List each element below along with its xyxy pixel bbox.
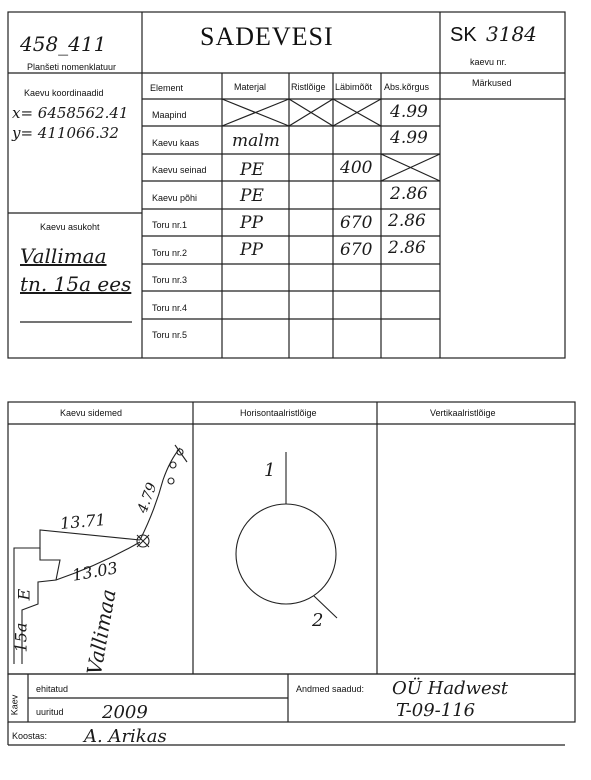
sheet-value: 458_411 xyxy=(20,32,107,56)
well-number-label: kaevu nr. xyxy=(470,57,507,67)
well-number: 3184 xyxy=(486,22,537,46)
location-label: Kaevu asukoht xyxy=(40,222,100,232)
cell-diameter: 400 xyxy=(340,158,373,178)
row-element: Toru nr.3 xyxy=(152,275,188,285)
cell-abs: 2.86 xyxy=(390,184,428,204)
row-element: Toru nr.5 xyxy=(152,330,188,340)
cell-abs: 4.99 xyxy=(390,128,428,148)
header-remarks: Märkused xyxy=(472,78,512,88)
horizontal-section-header: Horisontaalristlõige xyxy=(240,408,317,418)
header-material: Materjal xyxy=(234,82,267,92)
cell-abs: 2.86 xyxy=(388,211,426,231)
document-title: SADEVESI xyxy=(200,22,334,51)
pipe-label: 1 xyxy=(264,460,276,481)
coord-x: x= 6458562.41 xyxy=(12,104,129,122)
header-abs-height: Abs.kõrgus xyxy=(384,82,430,92)
made-by-label: Koostas: xyxy=(12,731,48,741)
building-letter: E xyxy=(14,588,34,601)
row-element: Kaevu kaas xyxy=(152,138,200,148)
cell-material: PP xyxy=(240,240,263,260)
header-cross-section: Ristlõige xyxy=(291,82,326,92)
made-by-value: A. Arikas xyxy=(84,726,167,747)
connections-header: Kaevu sidemed xyxy=(60,408,123,418)
header-diameter: Läbimõõt xyxy=(335,82,373,92)
distance-label: 13.03 xyxy=(70,558,120,585)
row-element: Toru nr.4 xyxy=(152,303,188,313)
row-element: Kaevu põhi xyxy=(152,193,198,203)
row-element: Toru nr.1 xyxy=(152,220,188,230)
source-line2: T-09-116 xyxy=(396,700,476,721)
distance-label: 13.71 xyxy=(59,510,107,533)
row-element: Maapind xyxy=(152,110,187,120)
vertical-section-header: Vertikaalristlõige xyxy=(430,408,496,418)
row-element: Toru nr.2 xyxy=(152,248,188,258)
cell-diameter: 670 xyxy=(340,240,373,260)
location-line1: Vallimaa xyxy=(20,244,107,268)
cell-material: PP xyxy=(240,213,263,233)
cell-abs: 2.86 xyxy=(388,238,426,258)
well-side-label: Kaev xyxy=(9,694,20,716)
location-line2: tn. 15a ees xyxy=(20,272,132,296)
cell-material: PE xyxy=(240,160,264,180)
pipe-label: 2 xyxy=(312,610,324,631)
coords-label: Kaevu koordinaadid xyxy=(24,88,104,98)
row-element: Kaevu seinad xyxy=(152,165,207,175)
distance-label: 4.79 xyxy=(134,480,161,516)
header-element: Element xyxy=(150,83,184,93)
cell-abs: 4.99 xyxy=(390,102,428,122)
building-number: 15a xyxy=(11,622,31,653)
well-prefix: SK xyxy=(450,24,477,46)
coord-y: y= 411066.32 xyxy=(12,124,119,142)
cell-material: PE xyxy=(240,186,264,206)
built-label: ehitatud xyxy=(36,684,69,694)
cell-diameter: 670 xyxy=(340,213,373,233)
cell-material: malm xyxy=(232,131,280,151)
street-name: Vallimaa xyxy=(81,587,121,677)
surveyed-label: uuritud xyxy=(36,707,64,717)
source-label: Andmed saadud: xyxy=(296,684,365,694)
source-line1: OÜ Hadwest xyxy=(392,678,509,699)
surveyed-value: 2009 xyxy=(102,702,148,723)
sheet-label: Planšeti nomenklatuur xyxy=(27,62,117,72)
